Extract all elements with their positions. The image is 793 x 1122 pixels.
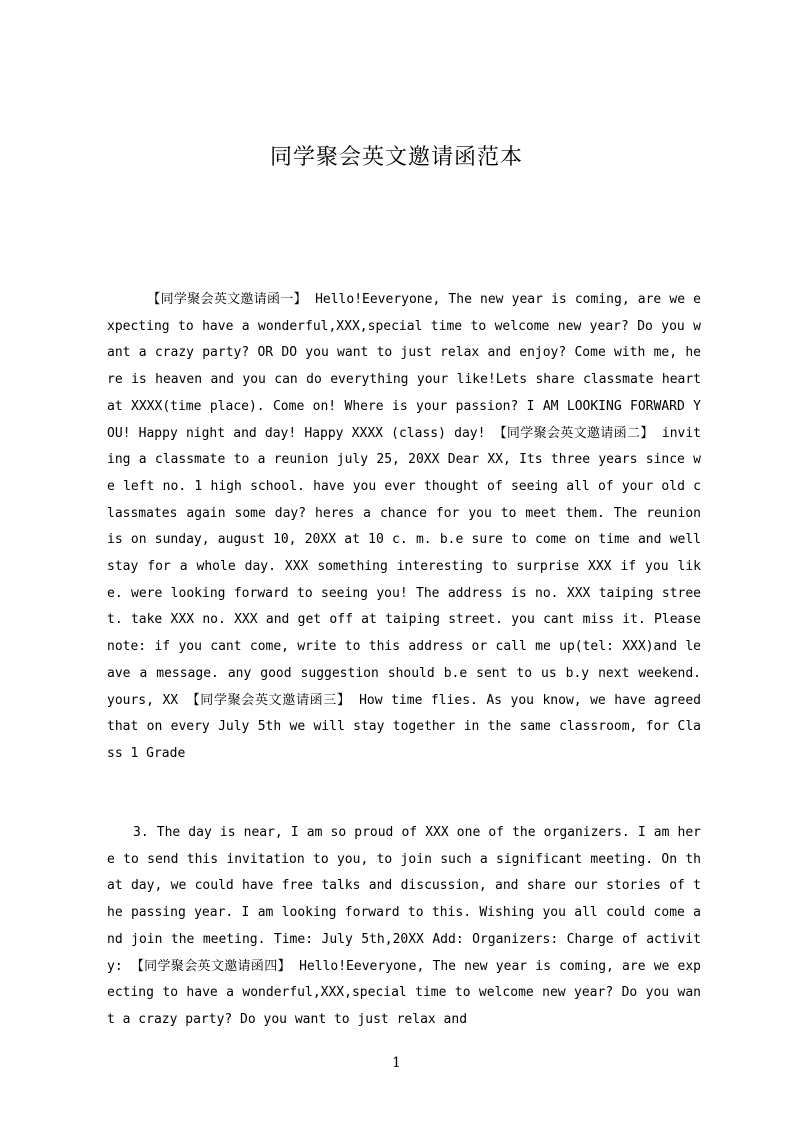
paragraph-text: 3. The day is near, I am so proud of XXX one of the organizers. I am here to send this invitation to you, to join such a significant meeting. On that day, we could have free talks and discussion, and share our stories of the passing year. I am looking forward to this. Wishing you all could come and join the meeting. Time: July 5th,20XX Add: Organizers: Charge of activity: 【同学聚会英文邀请函四】 Hello!Eeveryone, The new year is coming, are we expecting to have a wonderful,XXX,special time to welcome new year? Do you want a crazy party? Do you want to just relax and (107, 825, 701, 1027)
document-title: 同学聚会英文邀请函范本 (269, 145, 523, 170)
body-paragraph-1 (107, 287, 701, 768)
paragraph-text: 【同学聚会英文邀请函一】 Hello!Eeveryone, The new year is coming, are we expecting to have a wonderful,XXX,special time to welcome new year? Do you want a crazy party? OR DO you want to just relax and enjoy? Come with me, here is heaven and you can do everything your like!Lets share classmate heart at XXXX(time place). Come on! Where is your passion? I AM LOOKING FORWARD YOU! Happy night and day! Happy XXXX (class) day! 【同学聚会英文邀请函二】 inviting a classmate to a reunion july 25, 20XX Dear XX, Its three years since we left no. 1 high school. have you ever thought of seeing all of your old classmates again some day? heres a chance for you to meet them. The reunion is on sunday, august 10, 20XX at 10 c. m. b.e sure to come on time and well stay for a whole day. XXX something interesting to surprise XXX if you like. were looking forward to seeing you! The address is no. XXX taiping street. take XXX no. XXX and get off at taiping street. you cant miss it. Please note: if you cant come, write to this address or call me up(tel: XXX)and leave a message. any good suggestion should b.e sent to us b.y next weekend. yours, XX 【同学聚会英文邀请函三】 How time flies. As you know, we have agreed that on every July 5th we will stay together in the same classroom, for Class 1 Grade (107, 292, 701, 761)
page-number: 1 (392, 1055, 401, 1071)
body-paragraph-2 (107, 820, 701, 1034)
